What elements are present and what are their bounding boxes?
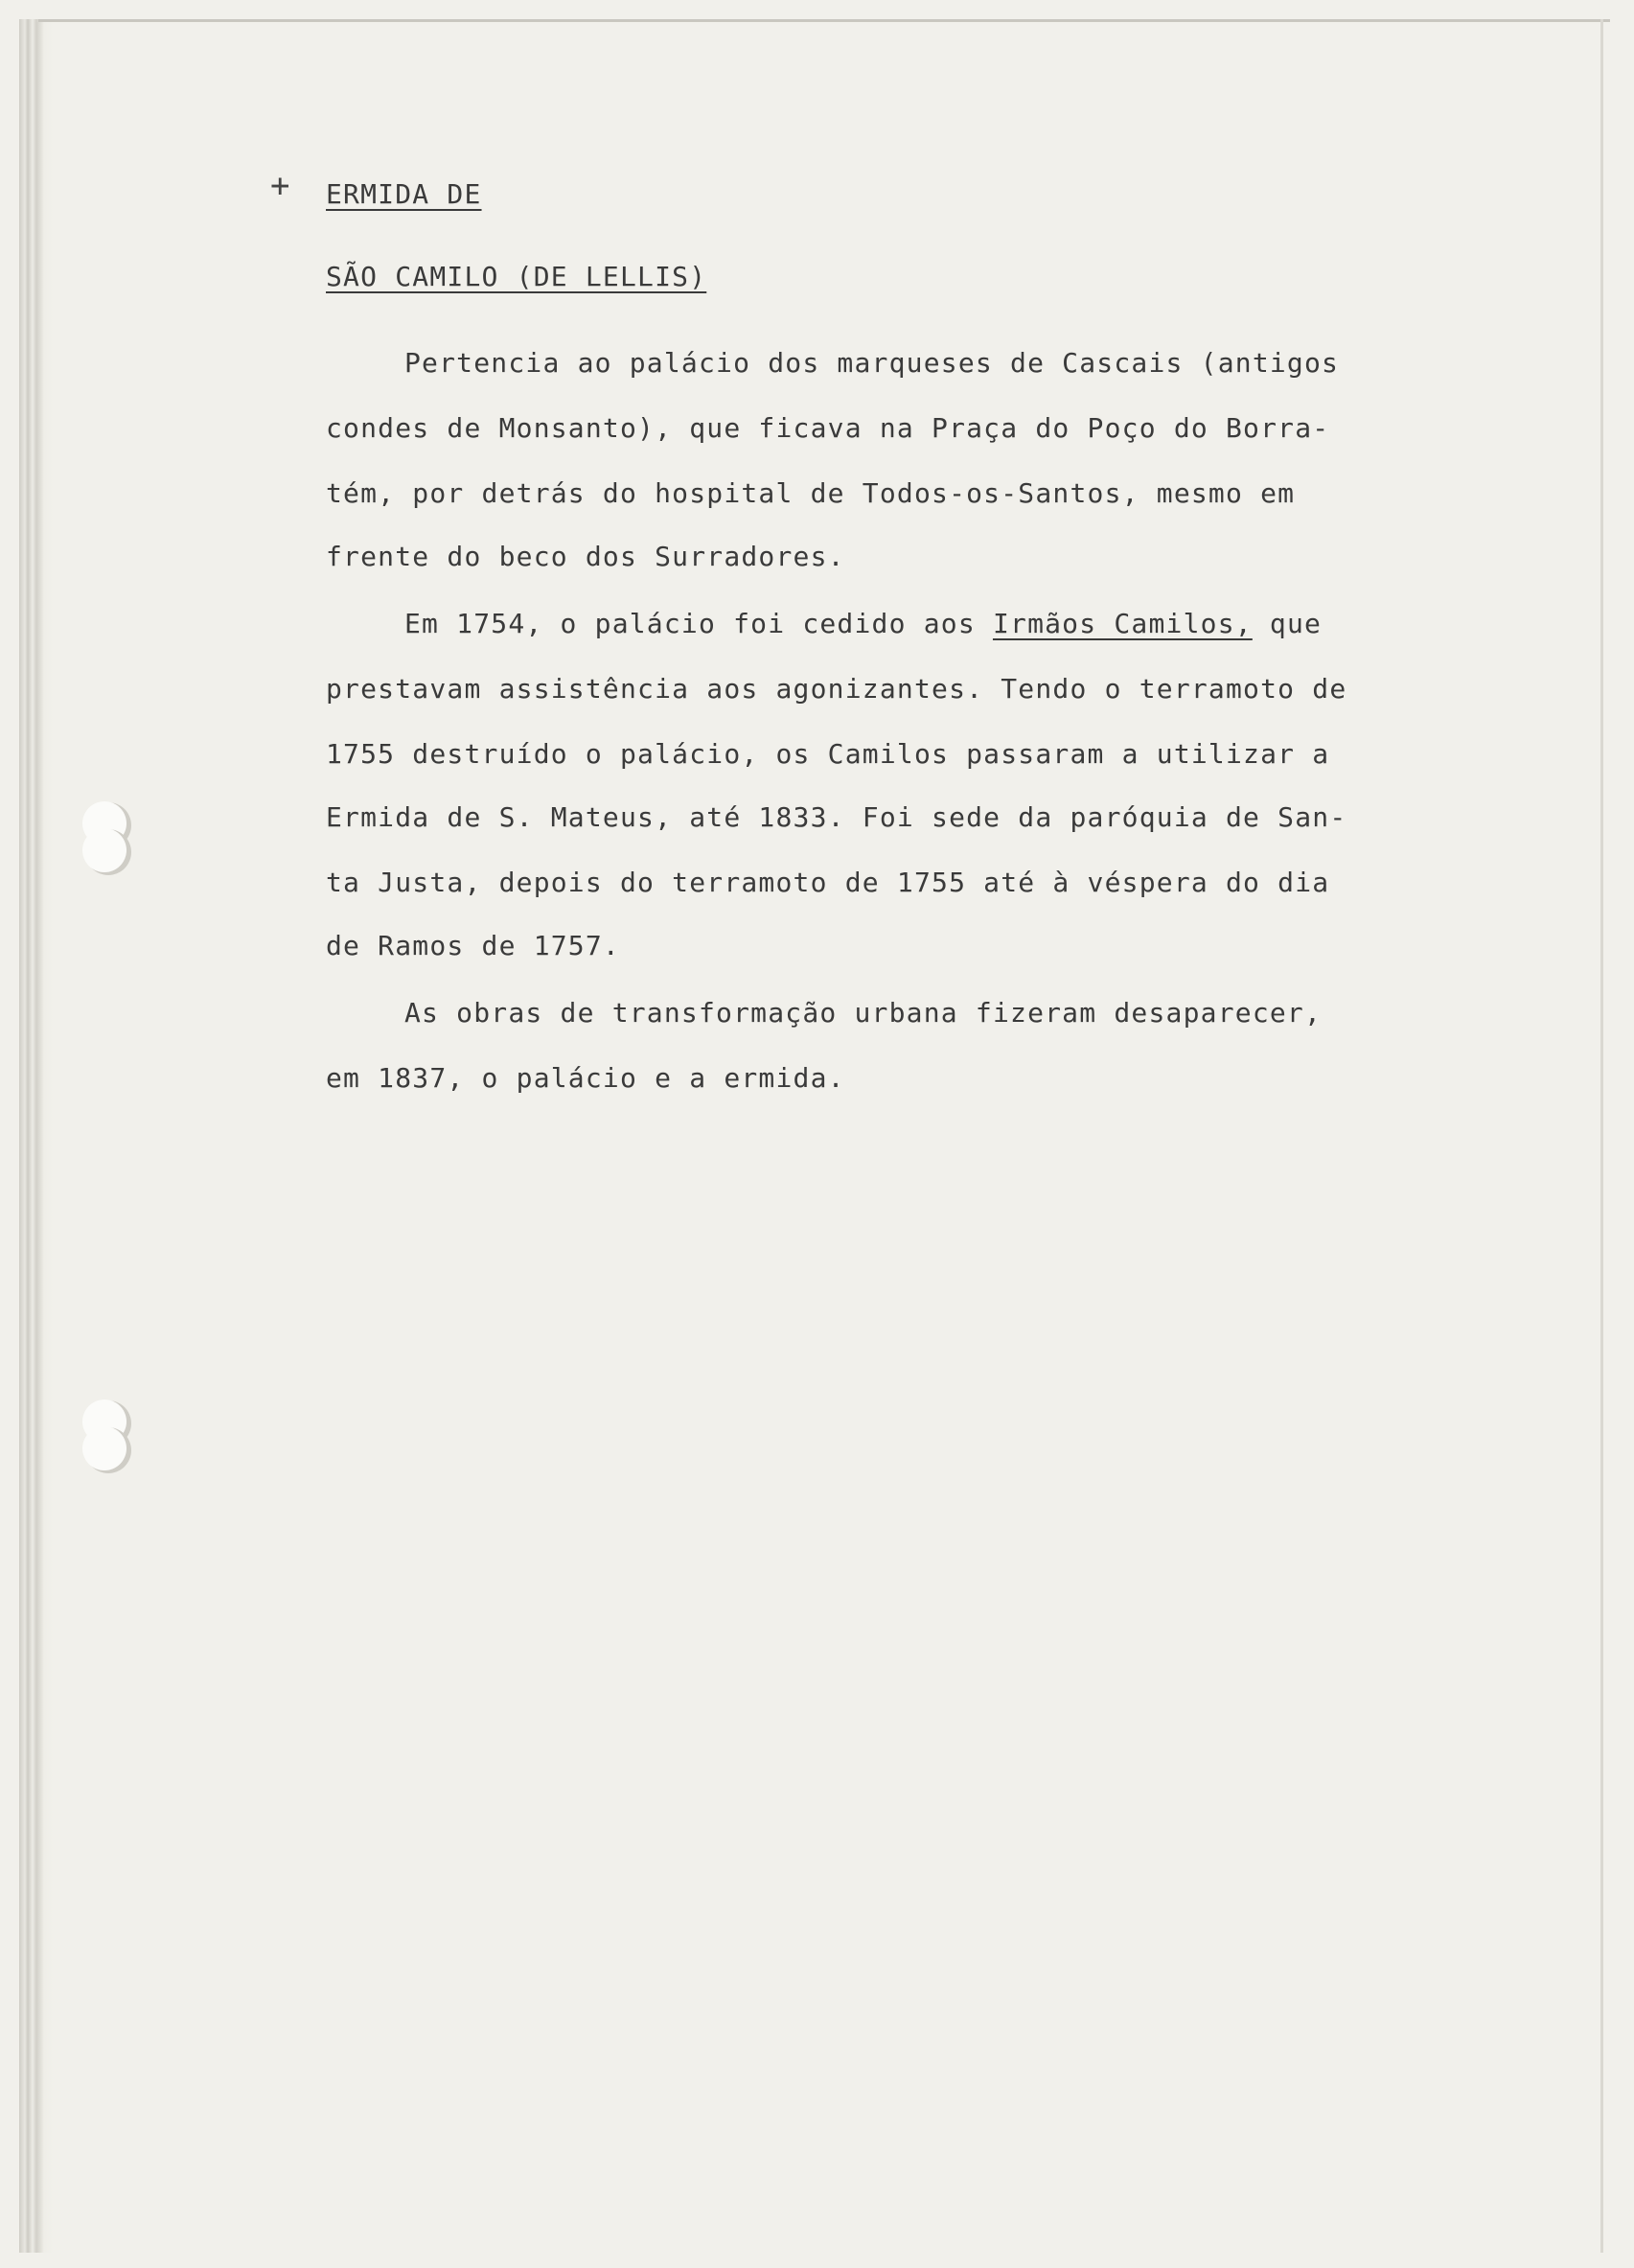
paragraph-2-line-6: de Ramos de 1757. (326, 930, 620, 961)
paragraph-1-line-4: frente do beco dos Surradores. (326, 541, 845, 572)
title-line-2: SÃO CAMILO (DE LELLIS) (326, 261, 707, 292)
paragraph-2-line-3: 1755 destruído o palácio, os Camilos passaram a utilizar a (326, 738, 1330, 770)
underlined-name: Irmãos Camilos, (992, 608, 1253, 639)
paragraph-2-line-2: prestavam assistência aos agonizantes. Tendo o terramoto de (326, 673, 1347, 705)
paragraph-2-line-4: Ermida de S. Mateus, até 1833. Foi sede da paróquia de San- (326, 801, 1347, 833)
paragraph-1-line-1: Pertencia ao palácio dos marqueses de Cascais (antigos (404, 347, 1340, 379)
heading-mark: + (270, 167, 291, 205)
paragraph-2-line-5: ta Justa, depois do terramoto de 1755 até à véspera do dia (326, 867, 1330, 898)
paragraph-2-line-1-start: Em 1754, o palácio foi cedido aos (404, 608, 993, 639)
paragraph-1-line-2: condes de Monsanto), que ficava na Praça do Poço do Borra- (326, 412, 1330, 444)
title-line-1: ERMIDA DE (326, 178, 482, 210)
paragraph-2-line-1-end: que (1252, 608, 1323, 639)
paragraph-3-line-1: As obras de transformação urbana fizeram desaparecer, (404, 997, 1323, 1029)
paragraph-1-line-3: tém, por detrás do hospital de Todos-os-Santos, mesmo em (326, 477, 1296, 509)
paragraph-3-line-2: em 1837, o palácio e a ermida. (326, 1062, 845, 1094)
paragraph-2-line-1 (404, 608, 1322, 639)
